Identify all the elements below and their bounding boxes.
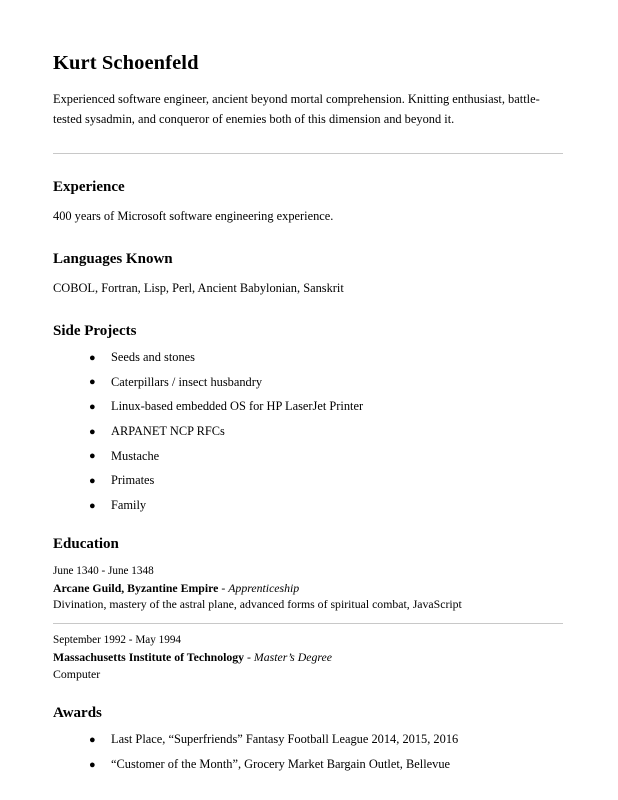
languages-body: COBOL, Fortran, Lisp, Perl, Ancient Babylonian, Sanskrit: [53, 280, 344, 295]
bullet-icon: ●: [89, 758, 96, 771]
education-description: Divination, mastery of the astral plane, advanced forms of spiritual combat, JavaScript: [53, 597, 462, 612]
education-dates: September 1992 - May 1994: [53, 634, 182, 647]
section-awards: [53, 704, 565, 771]
side-projects-list: [53, 351, 565, 512]
bullet-icon: ●: [89, 450, 96, 463]
list-item-label: Caterpillars / insect husbandry: [111, 374, 263, 389]
awards-list: [53, 733, 565, 771]
bullet-icon: ●: [89, 425, 96, 438]
education-degree: Master’s Degree: [253, 649, 332, 664]
list-item-label: Family: [111, 498, 147, 513]
list-item: [89, 733, 565, 747]
list-item: [89, 425, 565, 439]
section-title-awards: Awards: [53, 705, 102, 722]
education-entry: [53, 633, 565, 682]
list-item: [89, 450, 565, 464]
list-item: [89, 474, 565, 488]
list-item-label: “Customer of the Month”, Grocery Market Bargain Outlet, Bellevue: [111, 757, 451, 772]
bullet-icon: ●: [89, 376, 96, 389]
candidate-name: Kurt Schoenfeld: [53, 52, 199, 74]
list-item-label: Primates: [111, 473, 155, 488]
section-experience: [53, 178, 565, 226]
bullet-icon: ●: [89, 499, 96, 512]
education-separator: -: [218, 580, 229, 595]
list-item-label: Mustache: [111, 448, 160, 463]
list-item: [89, 499, 565, 513]
section-languages: [53, 250, 565, 298]
section-side-projects: [53, 322, 565, 512]
list-item-label: ARPANET NCP RFCs: [111, 424, 225, 439]
list-item: [89, 758, 565, 772]
candidate-summary: Experienced software engineer, ancient beyond mortal comprehension. Knitting enthusiast, battle-tested sysadmin, and conqueror of enemies both of this dimension and beyond it.: [53, 91, 540, 126]
education-entry: [53, 564, 565, 613]
list-item: [89, 400, 565, 414]
section-title-side-projects: Side Projects: [53, 323, 137, 340]
list-item: [89, 351, 565, 365]
experience-body: 400 years of Microsoft software engineering experience.: [53, 208, 334, 223]
education-heading: [53, 649, 565, 666]
section-title-education: Education: [53, 535, 119, 552]
section-education: [53, 535, 565, 683]
section-title-languages: Languages Known: [53, 250, 173, 267]
education-dates: June 1340 - June 1348: [53, 564, 154, 577]
bullet-icon: ●: [89, 733, 96, 746]
education-description: Computer: [53, 666, 101, 681]
bullet-icon: ●: [89, 400, 96, 413]
header-divider: [53, 153, 563, 154]
education-heading: [53, 580, 565, 597]
education-separator: -: [244, 649, 254, 664]
bullet-icon: ●: [89, 351, 96, 364]
bullet-icon: ●: [89, 474, 96, 487]
list-item: [89, 376, 565, 390]
education-degree: Apprenticeship: [228, 580, 300, 595]
section-title-experience: Experience: [53, 178, 125, 195]
list-item-label: Seeds and stones: [111, 350, 195, 365]
list-item-label: Linux-based embedded OS for HP LaserJet Printer: [111, 399, 364, 414]
education-school: Massachusetts Institute of Technology: [53, 649, 245, 664]
education-entry-divider: [53, 623, 563, 624]
list-item-label: Last Place, “Superfriends” Fantasy Football League 2014, 2015, 2016: [111, 732, 459, 747]
education-school: Arcane Guild, Byzantine Empire: [53, 580, 219, 595]
